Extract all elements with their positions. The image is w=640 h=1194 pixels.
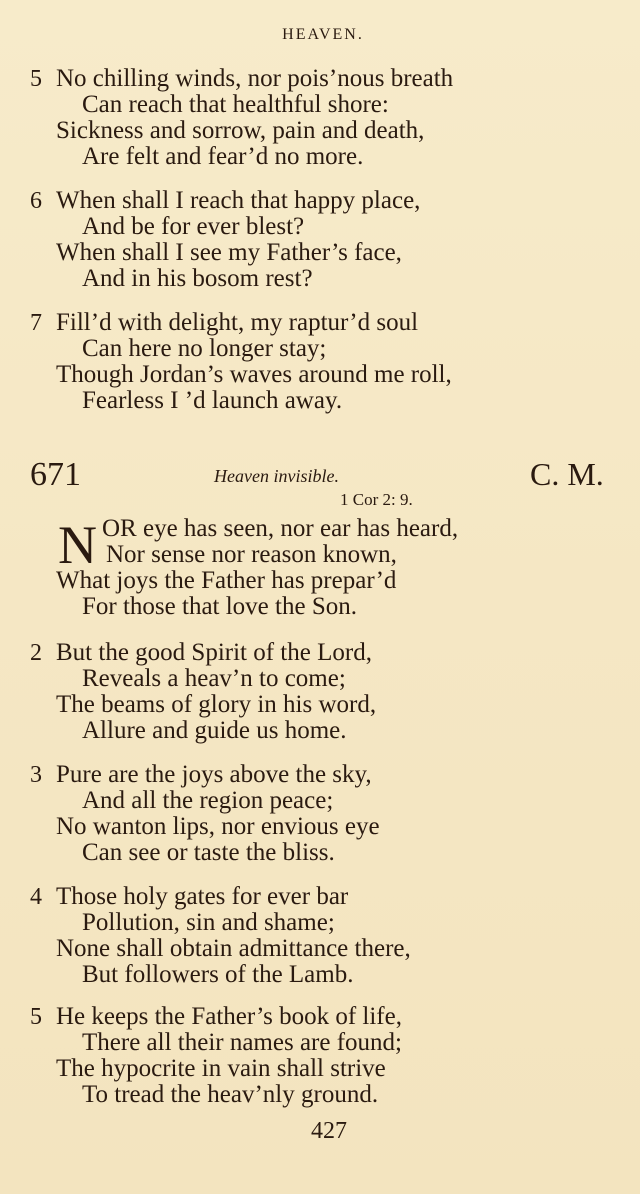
hymn-meter: C. M. [530, 456, 604, 492]
verse-line: Reveals a heav’n to come; [82, 665, 346, 692]
stanza-number: 5 [30, 66, 42, 92]
verse-line: Fearless I ’d launch away. [82, 387, 343, 414]
verse-line: He keeps the Father’s book of life, [56, 1003, 402, 1030]
verse-line: OR eye has seen, nor ear has heard, [102, 515, 459, 542]
stanza-prev-6 [0, 188, 640, 292]
verse-line: Nor sense nor reason known, [106, 541, 397, 568]
stanza-number: 4 [30, 884, 42, 910]
verse-line: Sickness and sorrow, pain and death, [56, 117, 425, 144]
verse-line: The beams of glory in his word, [56, 691, 377, 718]
verse-line: No wanton lips, nor envious eye [56, 813, 380, 840]
verse-line: Though Jordan’s waves around me roll, [56, 361, 452, 388]
verse-line: But followers of the Lamb. [82, 961, 354, 988]
verse-line: There all their names are found; [82, 1029, 402, 1056]
verse-line: No chilling winds, nor pois’nous breath [56, 65, 454, 92]
verse-line: The hypocrite in vain shall strive [56, 1055, 386, 1082]
scripture-reference: 1 Cor 2: 9. [340, 490, 413, 509]
stanza-number: 5 [30, 1004, 42, 1030]
verse-line: When shall I reach that happy place, [56, 187, 421, 214]
verse-line: When shall I see my Father’s face, [56, 239, 402, 266]
verse-line: Pollution, sin and shame; [82, 909, 335, 936]
stanza-4 [0, 884, 640, 988]
verse-line: And be for ever blest? [82, 213, 305, 240]
verse-line: What joys the Father has prepar’d [56, 567, 397, 594]
stanza-5 [0, 1004, 640, 1108]
drop-cap: N [58, 515, 97, 575]
verse-line: To tread the heav’nly ground. [82, 1081, 379, 1108]
page-number: 427 [311, 1118, 347, 1144]
hymn-title: Heaven invisible. [214, 466, 339, 486]
verse-line: For those that love the Son. [82, 593, 357, 620]
verse-line: Can see or taste the bliss. [82, 839, 335, 866]
verse-line: Can here no longer stay; [82, 335, 327, 362]
hymn-header [0, 452, 640, 512]
verse-line: Are felt and fear’d no more. [82, 143, 364, 170]
verse-line: But the good Spirit of the Lord, [56, 639, 372, 666]
hymn-number: 671 [30, 456, 81, 493]
verse-line: Can reach that healthful shore: [82, 91, 389, 118]
stanza-prev-7 [0, 310, 640, 414]
stanza-number: 6 [30, 188, 42, 214]
stanza-number: 7 [30, 310, 42, 336]
running-head: HEAVEN. [282, 26, 364, 43]
stanza-number: 2 [30, 640, 42, 666]
verse-line: Those holy gates for ever bar [56, 883, 349, 910]
verse-line: Pure are the joys above the sky, [56, 761, 372, 788]
stanza-prev-5 [0, 66, 640, 170]
verse-line: And all the region peace; [82, 787, 334, 814]
stanza-number: 3 [30, 762, 42, 788]
verse-line: None shall obtain admittance there, [56, 935, 411, 962]
verse-line: Fill’d with delight, my raptur’d soul [56, 309, 419, 336]
stanza-3 [0, 762, 640, 866]
verse-line: And in his bosom rest? [82, 265, 313, 292]
verse-line: Allure and guide us home. [82, 717, 347, 744]
stanza-2 [0, 640, 640, 744]
